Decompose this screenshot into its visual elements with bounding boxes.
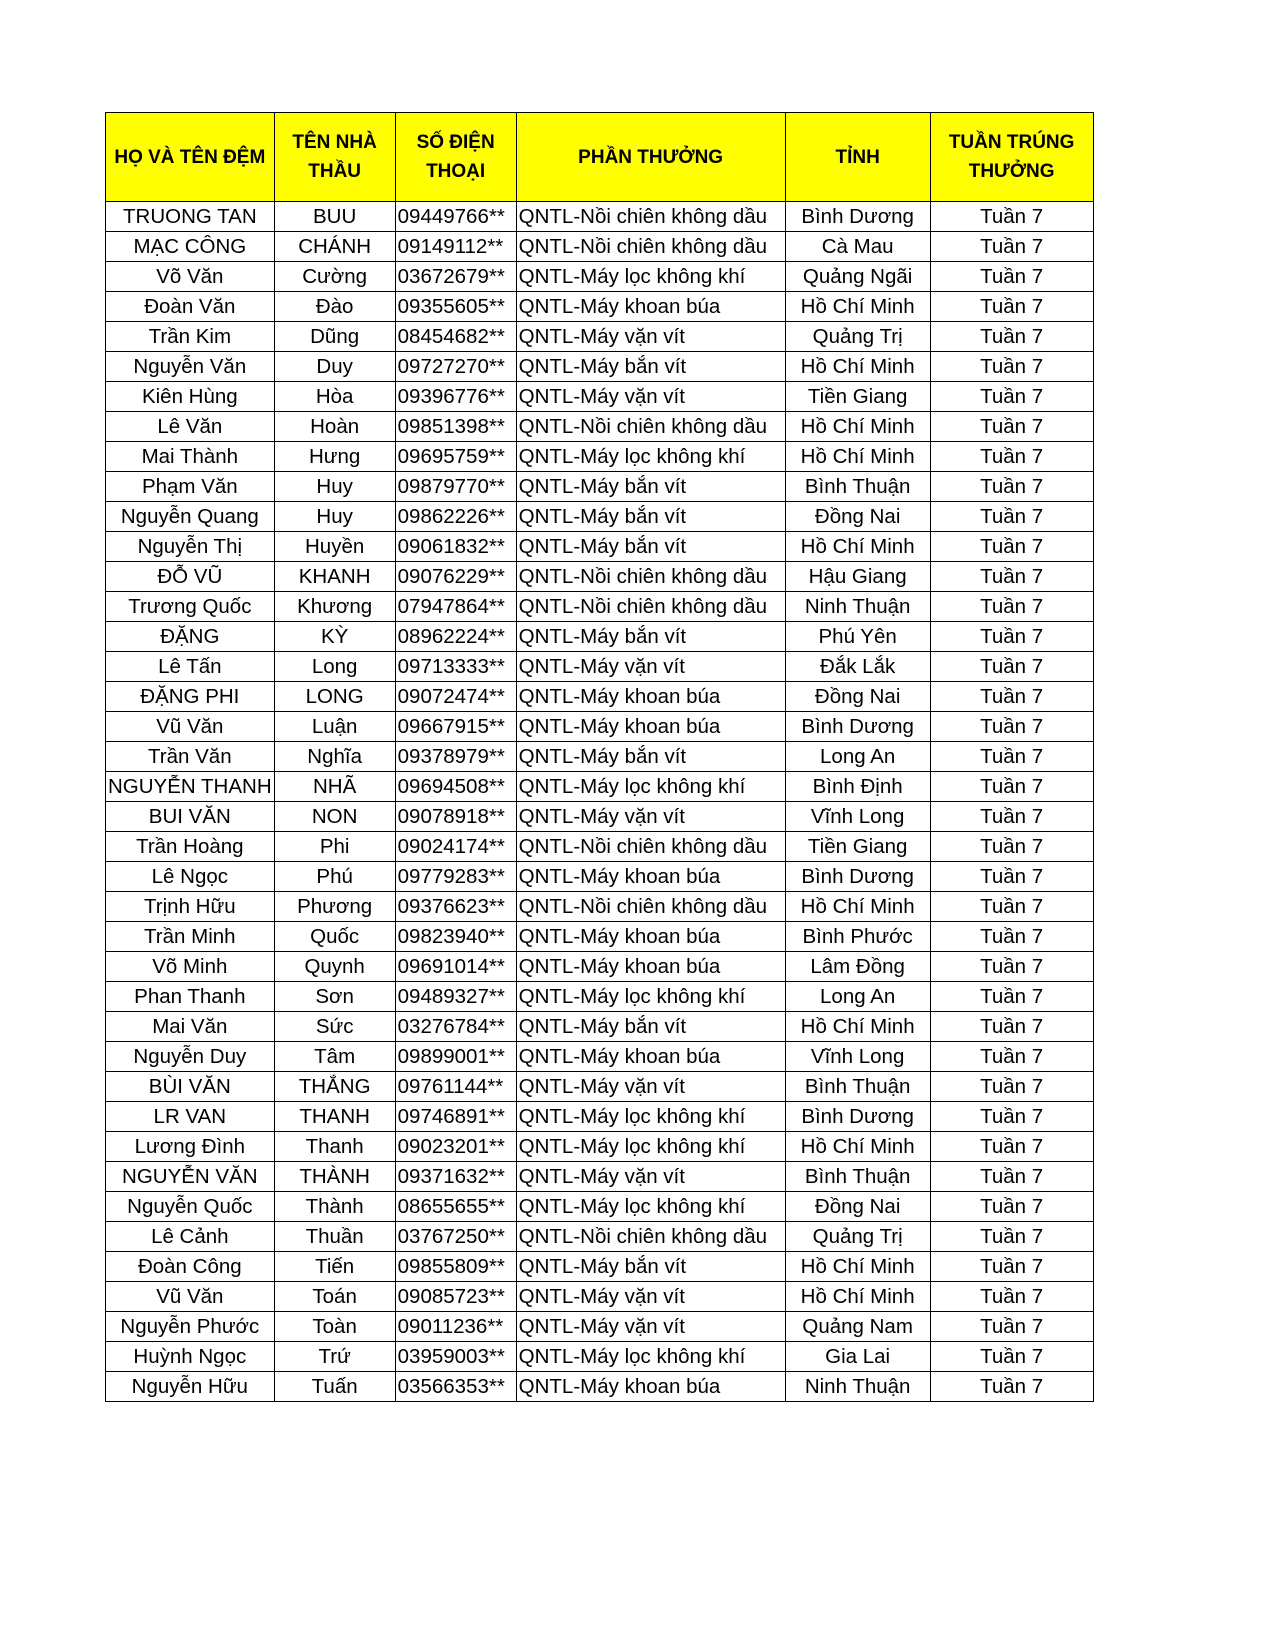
cell-contractor: Toàn bbox=[274, 1312, 395, 1342]
cell-province: Hồ Chí Minh bbox=[785, 1282, 930, 1312]
cell-phone: 09667915** bbox=[395, 712, 516, 742]
cell-week: Tuần 7 bbox=[930, 772, 1093, 802]
cell-phone: 09011236** bbox=[395, 1312, 516, 1342]
cell-week: Tuần 7 bbox=[930, 532, 1093, 562]
cell-week: Tuần 7 bbox=[930, 1072, 1093, 1102]
cell-prize: QNTL-Nồi chiên không dầu bbox=[516, 892, 785, 922]
cell-name: Đoàn Công bbox=[106, 1252, 275, 1282]
cell-prize: QNTL-Máy bắn vít bbox=[516, 622, 785, 652]
cell-province: Phú Yên bbox=[785, 622, 930, 652]
cell-province: Bình Thuận bbox=[785, 472, 930, 502]
table-row bbox=[106, 472, 1094, 502]
table-row bbox=[106, 1012, 1094, 1042]
cell-week: Tuần 7 bbox=[930, 892, 1093, 922]
cell-prize: QNTL-Máy lọc không khí bbox=[516, 1132, 785, 1162]
table-row bbox=[106, 1282, 1094, 1312]
cell-name: Trần Hoàng bbox=[106, 832, 275, 862]
table-row bbox=[106, 892, 1094, 922]
table-row bbox=[106, 1252, 1094, 1282]
cell-phone: 09779283** bbox=[395, 862, 516, 892]
table-row bbox=[106, 412, 1094, 442]
cell-week: Tuần 7 bbox=[930, 1132, 1093, 1162]
cell-name: Mai Thành bbox=[106, 442, 275, 472]
cell-week: Tuần 7 bbox=[930, 622, 1093, 652]
cell-province: Hồ Chí Minh bbox=[785, 412, 930, 442]
cell-phone: 08962224** bbox=[395, 622, 516, 652]
cell-phone: 09024174** bbox=[395, 832, 516, 862]
cell-prize: QNTL-Máy khoan búa bbox=[516, 682, 785, 712]
cell-contractor: Khương bbox=[274, 592, 395, 622]
cell-contractor: Nghĩa bbox=[274, 742, 395, 772]
cell-prize: QNTL-Máy khoan búa bbox=[516, 712, 785, 742]
cell-name: Kiên Hùng bbox=[106, 382, 275, 412]
cell-prize: QNTL-Máy vặn vít bbox=[516, 1072, 785, 1102]
cell-phone: 08454682** bbox=[395, 322, 516, 352]
cell-contractor: Phương bbox=[274, 892, 395, 922]
cell-name: Lê Ngọc bbox=[106, 862, 275, 892]
cell-contractor: Trứ bbox=[274, 1342, 395, 1372]
cell-province: Vĩnh Long bbox=[785, 1042, 930, 1072]
cell-phone: 09449766** bbox=[395, 202, 516, 232]
cell-contractor: Tiến bbox=[274, 1252, 395, 1282]
cell-province: Đồng Nai bbox=[785, 502, 930, 532]
table-row bbox=[106, 532, 1094, 562]
table-row bbox=[106, 352, 1094, 382]
cell-prize: QNTL-Máy lọc không khí bbox=[516, 262, 785, 292]
cell-contractor: Phú bbox=[274, 862, 395, 892]
table-row bbox=[106, 592, 1094, 622]
cell-prize: QNTL-Máy vặn vít bbox=[516, 802, 785, 832]
cell-week: Tuần 7 bbox=[930, 712, 1093, 742]
cell-contractor: Quynh bbox=[274, 952, 395, 982]
cell-name: LR VAN bbox=[106, 1102, 275, 1132]
cell-prize: QNTL-Nồi chiên không dầu bbox=[516, 202, 785, 232]
cell-province: Quảng Nam bbox=[785, 1312, 930, 1342]
cell-name: Vũ Văn bbox=[106, 712, 275, 742]
cell-province: Ninh Thuận bbox=[785, 592, 930, 622]
cell-province: Hồ Chí Minh bbox=[785, 1012, 930, 1042]
cell-name: Trần Văn bbox=[106, 742, 275, 772]
cell-week: Tuần 7 bbox=[930, 1252, 1093, 1282]
cell-contractor: BUU bbox=[274, 202, 395, 232]
cell-week: Tuần 7 bbox=[930, 292, 1093, 322]
cell-prize: QNTL-Máy khoan búa bbox=[516, 1372, 785, 1402]
cell-phone: 09076229** bbox=[395, 562, 516, 592]
table-row bbox=[106, 1132, 1094, 1162]
header-week: TUẦN TRÚNG THƯỞNG bbox=[930, 113, 1093, 202]
cell-week: Tuần 7 bbox=[930, 1192, 1093, 1222]
cell-prize: QNTL-Nồi chiên không dầu bbox=[516, 562, 785, 592]
cell-contractor: NON bbox=[274, 802, 395, 832]
cell-prize: QNTL-Máy vặn vít bbox=[516, 1282, 785, 1312]
cell-prize: QNTL-Máy vặn vít bbox=[516, 322, 785, 352]
cell-week: Tuần 7 bbox=[930, 1042, 1093, 1072]
cell-prize: QNTL-Máy khoan búa bbox=[516, 922, 785, 952]
cell-name: BÙI VĂN bbox=[106, 1072, 275, 1102]
cell-province: Tiền Giang bbox=[785, 832, 930, 862]
header-contractor: TÊN NHÀ THẦU bbox=[274, 113, 395, 202]
cell-prize: QNTL-Nồi chiên không dầu bbox=[516, 832, 785, 862]
cell-week: Tuần 7 bbox=[930, 472, 1093, 502]
cell-week: Tuần 7 bbox=[930, 862, 1093, 892]
cell-province: Bình Thuận bbox=[785, 1162, 930, 1192]
cell-name: Vũ Văn bbox=[106, 1282, 275, 1312]
cell-province: Hậu Giang bbox=[785, 562, 930, 592]
cell-name: ĐẶNG PHI bbox=[106, 682, 275, 712]
header-phone: SỐ ĐIỆN THOẠI bbox=[395, 113, 516, 202]
cell-prize: QNTL-Máy lọc không khí bbox=[516, 442, 785, 472]
cell-prize: QNTL-Máy bắn vít bbox=[516, 1252, 785, 1282]
cell-province: Bình Phước bbox=[785, 922, 930, 952]
cell-province: Gia Lai bbox=[785, 1342, 930, 1372]
cell-province: Hồ Chí Minh bbox=[785, 352, 930, 382]
table-row bbox=[106, 202, 1094, 232]
cell-prize: QNTL-Máy lọc không khí bbox=[516, 982, 785, 1012]
table-row bbox=[106, 1222, 1094, 1252]
cell-name: NGUYỄN VĂN bbox=[106, 1162, 275, 1192]
table-row bbox=[106, 982, 1094, 1012]
cell-phone: 09746891** bbox=[395, 1102, 516, 1132]
cell-phone: 09695759** bbox=[395, 442, 516, 472]
cell-name: Võ Văn bbox=[106, 262, 275, 292]
cell-name: ĐỖ VŨ bbox=[106, 562, 275, 592]
cell-contractor: CHÁNH bbox=[274, 232, 395, 262]
cell-province: Quảng Trị bbox=[785, 1222, 930, 1252]
table-row bbox=[106, 682, 1094, 712]
header-name: HỌ VÀ TÊN ĐỆM bbox=[106, 113, 275, 202]
cell-name: Phan Thanh bbox=[106, 982, 275, 1012]
cell-week: Tuần 7 bbox=[930, 802, 1093, 832]
cell-province: Bình Định bbox=[785, 772, 930, 802]
cell-phone: 03672679** bbox=[395, 262, 516, 292]
cell-name: Nguyễn Quang bbox=[106, 502, 275, 532]
cell-phone: 09489327** bbox=[395, 982, 516, 1012]
cell-contractor: Quốc bbox=[274, 922, 395, 952]
cell-phone: 09862226** bbox=[395, 502, 516, 532]
cell-contractor: THÀNH bbox=[274, 1162, 395, 1192]
cell-name: Mai Văn bbox=[106, 1012, 275, 1042]
cell-phone: 09899001** bbox=[395, 1042, 516, 1072]
cell-prize: QNTL-Máy vặn vít bbox=[516, 1312, 785, 1342]
cell-province: Hồ Chí Minh bbox=[785, 1132, 930, 1162]
table-row bbox=[106, 1102, 1094, 1132]
cell-week: Tuần 7 bbox=[930, 742, 1093, 772]
cell-contractor: Hoàn bbox=[274, 412, 395, 442]
cell-province: Hồ Chí Minh bbox=[785, 292, 930, 322]
cell-province: Bình Dương bbox=[785, 712, 930, 742]
cell-week: Tuần 7 bbox=[930, 562, 1093, 592]
cell-name: Phạm Văn bbox=[106, 472, 275, 502]
header-prize: PHẦN THƯỞNG bbox=[516, 113, 785, 202]
table-row bbox=[106, 772, 1094, 802]
cell-week: Tuần 7 bbox=[930, 592, 1093, 622]
cell-province: Hồ Chí Minh bbox=[785, 532, 930, 562]
cell-phone: 09823940** bbox=[395, 922, 516, 952]
cell-name: Trịnh Hữu bbox=[106, 892, 275, 922]
table-row bbox=[106, 1042, 1094, 1072]
cell-province: Quảng Ngãi bbox=[785, 262, 930, 292]
cell-week: Tuần 7 bbox=[930, 352, 1093, 382]
table-row bbox=[106, 952, 1094, 982]
cell-contractor: Thuần bbox=[274, 1222, 395, 1252]
cell-contractor: Sức bbox=[274, 1012, 395, 1042]
cell-contractor: Cường bbox=[274, 262, 395, 292]
cell-week: Tuần 7 bbox=[930, 322, 1093, 352]
cell-prize: QNTL-Máy lọc không khí bbox=[516, 1342, 785, 1372]
cell-week: Tuần 7 bbox=[930, 952, 1093, 982]
table-row bbox=[106, 622, 1094, 652]
cell-week: Tuần 7 bbox=[930, 1102, 1093, 1132]
cell-prize: QNTL-Nồi chiên không dầu bbox=[516, 412, 785, 442]
cell-prize: QNTL-Nồi chiên không dầu bbox=[516, 232, 785, 262]
cell-week: Tuần 7 bbox=[930, 442, 1093, 472]
table-row bbox=[106, 802, 1094, 832]
cell-phone: 09396776** bbox=[395, 382, 516, 412]
cell-prize: QNTL-Máy vặn vít bbox=[516, 1162, 785, 1192]
cell-province: Đồng Nai bbox=[785, 1192, 930, 1222]
cell-province: Long An bbox=[785, 982, 930, 1012]
cell-week: Tuần 7 bbox=[930, 502, 1093, 532]
cell-phone: 08655655** bbox=[395, 1192, 516, 1222]
cell-phone: 09061832** bbox=[395, 532, 516, 562]
cell-province: Hồ Chí Minh bbox=[785, 442, 930, 472]
cell-phone: 09855809** bbox=[395, 1252, 516, 1282]
cell-prize: QNTL-Máy bắn vít bbox=[516, 532, 785, 562]
cell-week: Tuần 7 bbox=[930, 832, 1093, 862]
table-row bbox=[106, 232, 1094, 262]
cell-prize: QNTL-Máy bắn vít bbox=[516, 352, 785, 382]
table-row bbox=[106, 562, 1094, 592]
cell-phone: 09085723** bbox=[395, 1282, 516, 1312]
cell-prize: QNTL-Máy vặn vít bbox=[516, 652, 785, 682]
cell-name: Nguyễn Duy bbox=[106, 1042, 275, 1072]
table-row bbox=[106, 742, 1094, 772]
table-row bbox=[106, 1072, 1094, 1102]
table-row bbox=[106, 712, 1094, 742]
cell-contractor: KHANH bbox=[274, 562, 395, 592]
cell-contractor: Tâm bbox=[274, 1042, 395, 1072]
cell-week: Tuần 7 bbox=[930, 1342, 1093, 1372]
cell-week: Tuần 7 bbox=[930, 412, 1093, 442]
cell-phone: 09023201** bbox=[395, 1132, 516, 1162]
cell-prize: QNTL-Máy khoan búa bbox=[516, 952, 785, 982]
cell-name: Nguyễn Thị bbox=[106, 532, 275, 562]
cell-contractor: Dũng bbox=[274, 322, 395, 352]
table-row bbox=[106, 442, 1094, 472]
table-row bbox=[106, 322, 1094, 352]
cell-week: Tuần 7 bbox=[930, 262, 1093, 292]
cell-phone: 09355605** bbox=[395, 292, 516, 322]
table-row bbox=[106, 832, 1094, 862]
table-row bbox=[106, 1162, 1094, 1192]
table-row bbox=[106, 1372, 1094, 1402]
cell-contractor: Hòa bbox=[274, 382, 395, 412]
cell-week: Tuần 7 bbox=[930, 202, 1093, 232]
cell-phone: 03566353** bbox=[395, 1372, 516, 1402]
cell-phone: 03959003** bbox=[395, 1342, 516, 1372]
cell-phone: 09851398** bbox=[395, 412, 516, 442]
cell-phone: 07947864** bbox=[395, 592, 516, 622]
table-row bbox=[106, 1342, 1094, 1372]
cell-contractor: Duy bbox=[274, 352, 395, 382]
cell-contractor: Huy bbox=[274, 502, 395, 532]
table-row bbox=[106, 382, 1094, 412]
cell-name: BUI VĂN bbox=[106, 802, 275, 832]
cell-province: Quảng Trị bbox=[785, 322, 930, 352]
cell-prize: QNTL-Máy vặn vít bbox=[516, 382, 785, 412]
table-row bbox=[106, 262, 1094, 292]
cell-week: Tuần 7 bbox=[930, 652, 1093, 682]
cell-province: Bình Dương bbox=[785, 862, 930, 892]
cell-phone: 09376623** bbox=[395, 892, 516, 922]
cell-week: Tuần 7 bbox=[930, 1162, 1093, 1192]
table-body bbox=[106, 202, 1094, 1402]
table-row bbox=[106, 652, 1094, 682]
cell-week: Tuần 7 bbox=[930, 1312, 1093, 1342]
cell-week: Tuần 7 bbox=[930, 982, 1093, 1012]
cell-week: Tuần 7 bbox=[930, 1012, 1093, 1042]
cell-phone: 09371632** bbox=[395, 1162, 516, 1192]
cell-name: ĐẶNG bbox=[106, 622, 275, 652]
cell-contractor: KỲ bbox=[274, 622, 395, 652]
cell-prize: QNTL-Máy bắn vít bbox=[516, 472, 785, 502]
cell-name: Huỳnh Ngọc bbox=[106, 1342, 275, 1372]
cell-prize: QNTL-Máy bắn vít bbox=[516, 502, 785, 532]
cell-province: Cà Mau bbox=[785, 232, 930, 262]
cell-prize: QNTL-Máy lọc không khí bbox=[516, 1192, 785, 1222]
table-row bbox=[106, 1192, 1094, 1222]
cell-contractor: Tuấn bbox=[274, 1372, 395, 1402]
cell-contractor: Luận bbox=[274, 712, 395, 742]
table-row bbox=[106, 862, 1094, 892]
header-row bbox=[106, 113, 1094, 202]
cell-province: Đồng Nai bbox=[785, 682, 930, 712]
cell-phone: 09149112** bbox=[395, 232, 516, 262]
cell-phone: 03276784** bbox=[395, 1012, 516, 1042]
cell-contractor: THANH bbox=[274, 1102, 395, 1132]
cell-contractor: Thanh bbox=[274, 1132, 395, 1162]
cell-contractor: NHÃ bbox=[274, 772, 395, 802]
cell-contractor: Thành bbox=[274, 1192, 395, 1222]
cell-province: Tiền Giang bbox=[785, 382, 930, 412]
cell-name: Lê Văn bbox=[106, 412, 275, 442]
cell-contractor: Sơn bbox=[274, 982, 395, 1012]
cell-name: NGUYỄN THANH bbox=[106, 772, 275, 802]
cell-name: Trương Quốc bbox=[106, 592, 275, 622]
cell-phone: 09078918** bbox=[395, 802, 516, 832]
table-row bbox=[106, 292, 1094, 322]
cell-province: Hồ Chí Minh bbox=[785, 892, 930, 922]
cell-name: Nguyễn Quốc bbox=[106, 1192, 275, 1222]
cell-phone: 09072474** bbox=[395, 682, 516, 712]
cell-name: Võ Minh bbox=[106, 952, 275, 982]
cell-phone: 09879770** bbox=[395, 472, 516, 502]
cell-province: Bình Dương bbox=[785, 1102, 930, 1132]
header-province: TỈNH bbox=[785, 113, 930, 202]
cell-contractor: LONG bbox=[274, 682, 395, 712]
cell-week: Tuần 7 bbox=[930, 1222, 1093, 1252]
cell-name: Lê Cảnh bbox=[106, 1222, 275, 1252]
cell-contractor: Huyền bbox=[274, 532, 395, 562]
cell-week: Tuần 7 bbox=[930, 922, 1093, 952]
cell-contractor: Toán bbox=[274, 1282, 395, 1312]
cell-phone: 09761144** bbox=[395, 1072, 516, 1102]
cell-prize: QNTL-Máy lọc không khí bbox=[516, 1102, 785, 1132]
cell-contractor: Phi bbox=[274, 832, 395, 862]
cell-province: Hồ Chí Minh bbox=[785, 1252, 930, 1282]
cell-phone: 03767250** bbox=[395, 1222, 516, 1252]
cell-name: MẠC CÔNG bbox=[106, 232, 275, 262]
cell-province: Bình Dương bbox=[785, 202, 930, 232]
cell-week: Tuần 7 bbox=[930, 382, 1093, 412]
cell-week: Tuần 7 bbox=[930, 232, 1093, 262]
cell-prize: QNTL-Máy bắn vít bbox=[516, 742, 785, 772]
cell-name: Đoàn Văn bbox=[106, 292, 275, 322]
cell-contractor: Đào bbox=[274, 292, 395, 322]
cell-province: Bình Thuận bbox=[785, 1072, 930, 1102]
cell-contractor: Long bbox=[274, 652, 395, 682]
cell-name: Trần Kim bbox=[106, 322, 275, 352]
cell-prize: QNTL-Máy khoan búa bbox=[516, 862, 785, 892]
cell-contractor: Hưng bbox=[274, 442, 395, 472]
table-row bbox=[106, 922, 1094, 952]
cell-name: Nguyễn Văn bbox=[106, 352, 275, 382]
cell-prize: QNTL-Nồi chiên không dầu bbox=[516, 1222, 785, 1252]
table-row bbox=[106, 502, 1094, 532]
cell-phone: 09378979** bbox=[395, 742, 516, 772]
cell-contractor: THẮNG bbox=[274, 1072, 395, 1102]
cell-week: Tuần 7 bbox=[930, 1372, 1093, 1402]
cell-contractor: Huy bbox=[274, 472, 395, 502]
cell-name: Nguyễn Phước bbox=[106, 1312, 275, 1342]
cell-prize: QNTL-Máy lọc không khí bbox=[516, 772, 785, 802]
cell-province: Long An bbox=[785, 742, 930, 772]
cell-name: TRUONG TAN bbox=[106, 202, 275, 232]
cell-province: Vĩnh Long bbox=[785, 802, 930, 832]
cell-week: Tuần 7 bbox=[930, 682, 1093, 712]
cell-phone: 09694508** bbox=[395, 772, 516, 802]
cell-name: Trần Minh bbox=[106, 922, 275, 952]
cell-name: Lương Đình bbox=[106, 1132, 275, 1162]
cell-prize: QNTL-Nồi chiên không dầu bbox=[516, 592, 785, 622]
cell-name: Nguyễn Hữu bbox=[106, 1372, 275, 1402]
cell-phone: 09691014** bbox=[395, 952, 516, 982]
cell-prize: QNTL-Máy bắn vít bbox=[516, 1012, 785, 1042]
cell-week: Tuần 7 bbox=[930, 1282, 1093, 1312]
cell-phone: 09727270** bbox=[395, 352, 516, 382]
winners-table bbox=[105, 112, 1094, 1402]
cell-prize: QNTL-Máy khoan búa bbox=[516, 1042, 785, 1072]
table-row bbox=[106, 1312, 1094, 1342]
cell-province: Đắk Lắk bbox=[785, 652, 930, 682]
cell-province: Ninh Thuận bbox=[785, 1372, 930, 1402]
cell-prize: QNTL-Máy khoan búa bbox=[516, 292, 785, 322]
cell-phone: 09713333** bbox=[395, 652, 516, 682]
cell-province: Lâm Đồng bbox=[785, 952, 930, 982]
cell-name: Lê Tấn bbox=[106, 652, 275, 682]
